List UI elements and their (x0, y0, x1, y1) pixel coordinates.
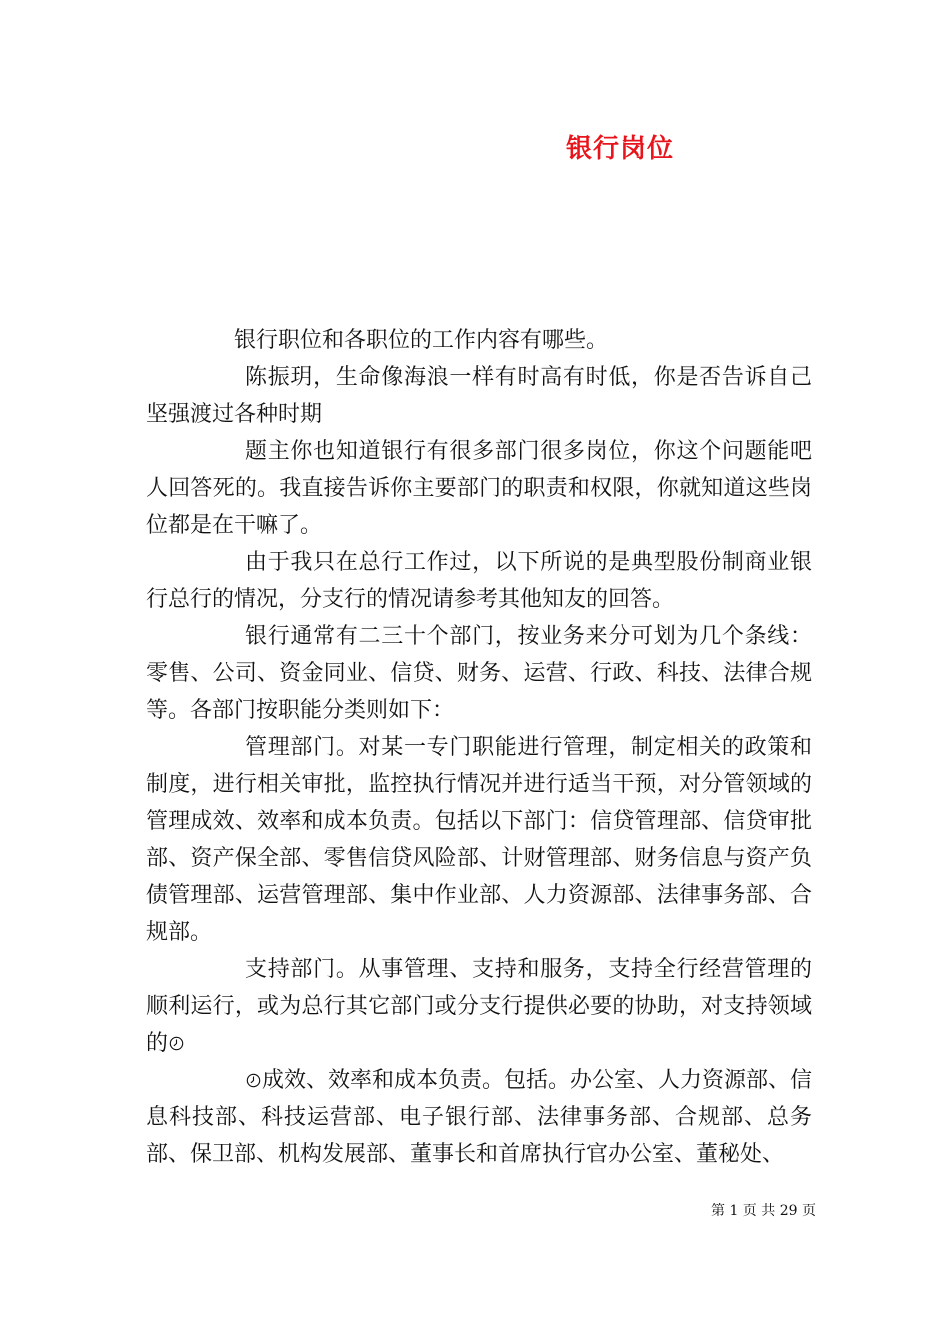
paragraph (146, 1062, 812, 1173)
document-title: 银行岗位 (566, 134, 675, 164)
paragraph: 由于我只在总行工作过，以下所说的是典型股份制商业银行总行的情况，分支行的情况请参考其他知友的回答。 (146, 550, 812, 612)
paragraph: 银行职位和各职位的工作内容有哪些。 (234, 328, 609, 353)
paragraph: 银行通常有二三十个部门，按业务来分可划为几个条线：零售、公司、资金同业、信贷、财务、运营、行政、科技、法律合规等。各部门按职能分类则如下： (146, 624, 812, 723)
paragraph-text: 支持部门。从事管理、支持和服务，支持全行经营管理的顺利运行，或为总行其它部门或分支行提供必要的协助，对支持领域的 (146, 957, 812, 1056)
paragraph: 题主你也知道银行有很多部门很多岗位，你这个问题能吧人回答死的。我直接告诉你主要部门的职责和权限，你就知道这些岗位都是在干嘛了。 (146, 439, 812, 538)
paragraph (146, 951, 812, 1062)
document-body (146, 322, 812, 1173)
clock-icon (246, 1073, 261, 1088)
paragraph: 陈振玥，生命像海浪一样有时高有时低，你是否告诉自己坚强渡过各种时期 (146, 365, 812, 427)
paragraph-text: 成效、效率和成本负责。包括。办公室、人力资源部、信息科技部、科技运营部、电子银行部、法律事务部、合规部、总务部、保卫部、机构发展部、董事长和首席执行官办公室、董秘处、 (146, 1068, 813, 1167)
page-number: 第 1 页 共 29 页 (711, 1203, 816, 1219)
clock-icon (169, 1036, 184, 1051)
paragraph: 管理部门。对某一专门职能进行管理，制定相关的政策和制度，进行相关审批，监控执行情况并进行适当干预，对分管领域的管理成效、效率和成本负责。包括以下部门：信贷管理部、信贷审批部、资产保全部、零售信贷风险部、计财管理部、财务信息与资产负债管理部、运营管理部、集中作业部、人力资源部、法律事务部、合规部。 (146, 735, 812, 945)
